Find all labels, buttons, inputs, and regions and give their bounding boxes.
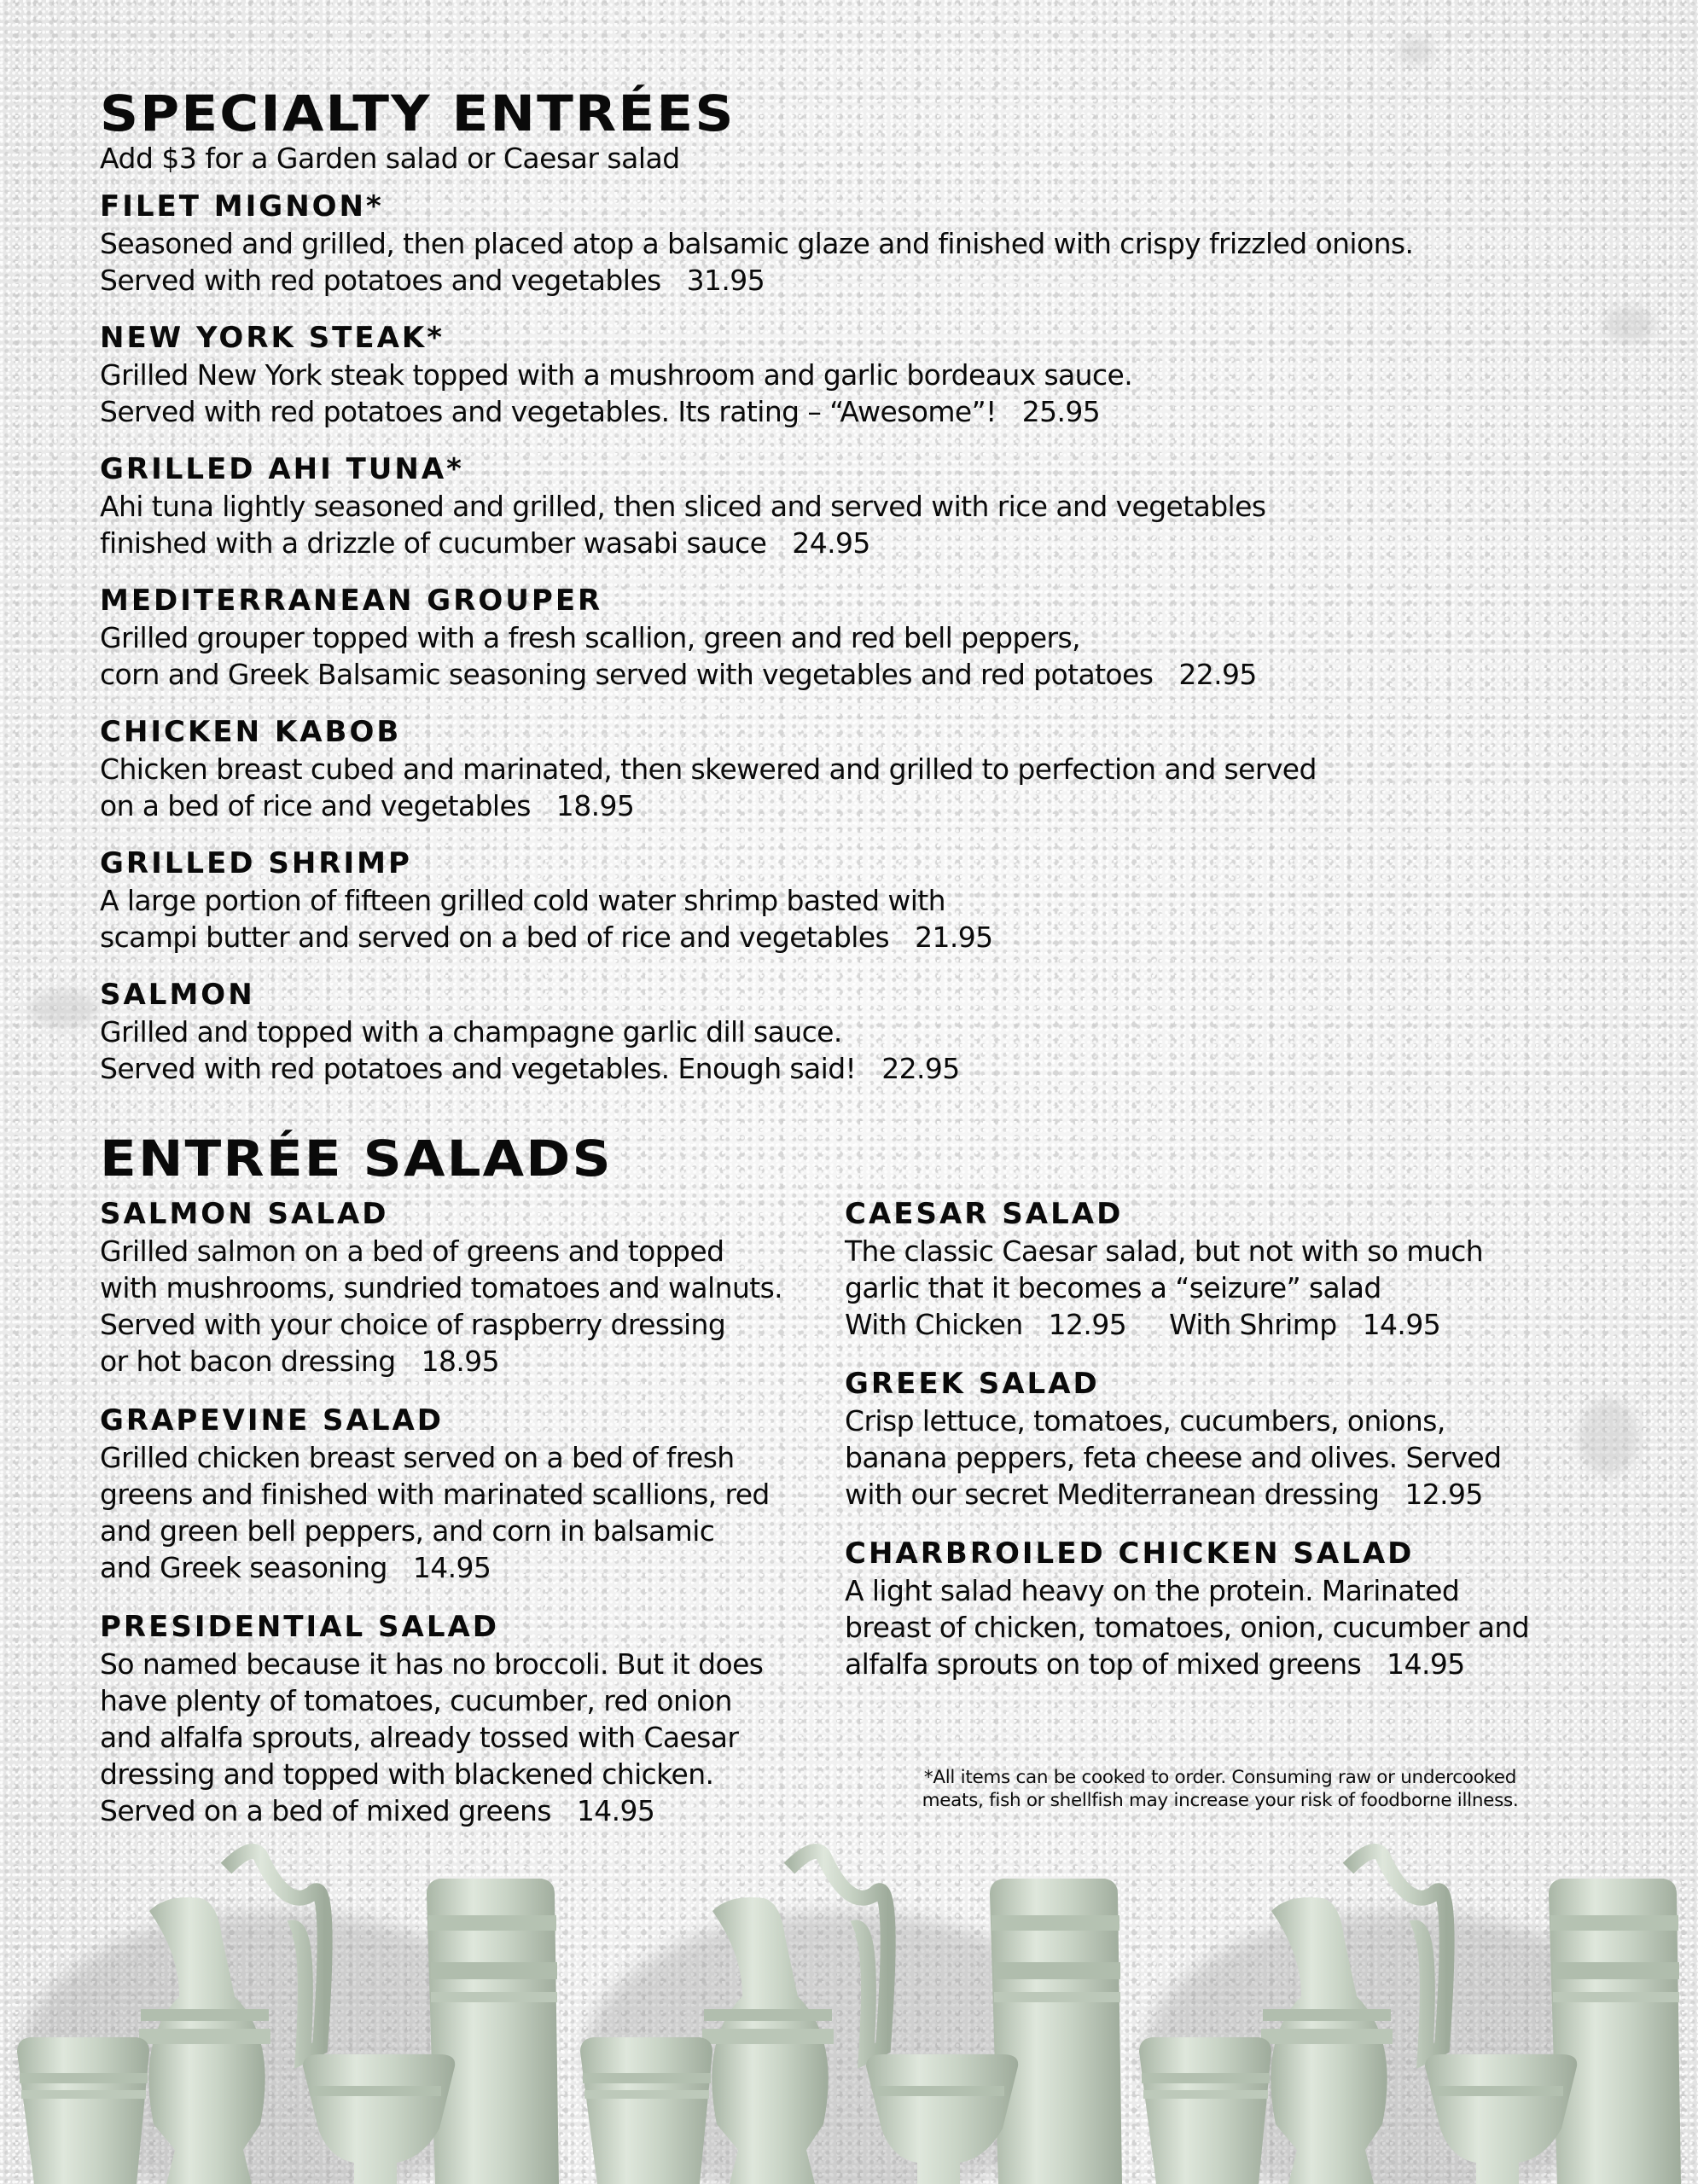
item-description-line: Crisp lettuce, tomatoes, cucumbers, onions, [845, 1404, 1445, 1438]
item-description-text: or hot bacon dressing [100, 1345, 396, 1378]
salads-right-column [845, 1195, 1596, 1851]
item-description-line: Chicken breast cubed and marinated, then skewered and grilled to perfection and served [100, 752, 1317, 786]
item-description-line: Grilled grouper topped with a fresh scallion, green and red bell peppers, [100, 621, 1081, 654]
item-name: GRILLED AHI TUNA* [100, 452, 464, 486]
menu-item-chicken-kabob [100, 713, 1619, 824]
item-description-line: and green bell peppers, and corn in balsamic [100, 1514, 715, 1548]
item-name: GRAPEVINE SALAD [100, 1403, 445, 1438]
item-description-line: breast of chicken, tomatoes, onion, cucumber and [845, 1611, 1530, 1644]
section-title-entree-salads: ENTRÉE SALADS [100, 1130, 613, 1188]
item-description-line [100, 787, 1619, 824]
item-description-line: with mushrooms, sundried tomatoes and walnuts. [100, 1271, 783, 1304]
price-option-chicken [845, 1308, 1126, 1341]
item-price: 22.95 [1178, 658, 1257, 691]
item-description-text: with our secret Mediterranean dressing [845, 1478, 1380, 1511]
item-name: SALMON [100, 978, 255, 1012]
item-description-line [100, 656, 1619, 693]
item-description-line: Served with your choice of raspberry dressing [100, 1308, 726, 1341]
item-description-line [100, 1343, 845, 1380]
menu-item-new-york-steak [100, 319, 1619, 430]
item-price: 18.95 [421, 1345, 500, 1378]
item-description-line [100, 1549, 845, 1586]
item-description-text: Served with red potatoes and vegetables. Its rating – “Awesome”! [100, 395, 997, 428]
item-description-text: corn and Greek Balsamic seasoning served with vegetables and red potatoes [100, 658, 1154, 691]
item-description-line: greens and finished with marinated scallions, red [100, 1478, 770, 1511]
item-name: CAESAR SALAD [845, 1197, 1124, 1231]
item-price: 14.95 [1387, 1647, 1465, 1681]
item-description-text: finished with a drizzle of cucumber wasabi sauce [100, 526, 767, 560]
item-description-line: banana peppers, feta cheese and olives. Served [845, 1441, 1502, 1474]
item-price-options [845, 1306, 1596, 1343]
pottery-decoration-band [0, 1834, 1698, 2184]
item-description-text: on a bed of rice and vegetables [100, 789, 531, 822]
item-description-line: The classic Caesar salad, but not with so much [845, 1234, 1484, 1268]
menu-item-greek-salad [845, 1365, 1596, 1513]
menu-item-salmon-salad [100, 1195, 845, 1380]
item-name: MEDITERRANEAN GROUPER [100, 584, 603, 618]
item-description-line: Grilled New York steak topped with a mushroom and garlic bordeaux sauce. [100, 358, 1133, 392]
item-name: SALMON SALAD [100, 1197, 389, 1231]
item-description-line: A large portion of fifteen grilled cold water shrimp basted with [100, 884, 945, 917]
item-name: FILET MIGNON* [100, 189, 384, 224]
item-description-text: Served with red potatoes and vegetables. Enough said! [100, 1052, 857, 1085]
item-description-line: and alfalfa sprouts, already tossed with Caesar [100, 1721, 739, 1754]
item-description-line: garlic that it becomes a “seizure” salad [845, 1271, 1381, 1304]
item-description-line [845, 1476, 1596, 1513]
item-name: CHARBROILED CHICKEN SALAD [845, 1536, 1415, 1571]
item-description-line: A light salad heavy on the protein. Marinated [845, 1574, 1460, 1607]
menu-item-grapevine-salad [100, 1402, 845, 1586]
item-price: 25.95 [1021, 395, 1101, 428]
menu-item-charbroiled-chicken-salad [845, 1535, 1596, 1682]
item-name: GRILLED SHRIMP [100, 846, 412, 880]
item-price: 14.95 [412, 1551, 491, 1584]
menu-item-mediterranean-grouper [100, 582, 1619, 693]
item-description-line [100, 1050, 1619, 1087]
item-price: 31.95 [686, 264, 765, 297]
menu-item-caesar-salad [845, 1195, 1596, 1343]
item-description-text: Served on a bed of mixed greens [100, 1794, 551, 1827]
item-description-line [100, 1792, 845, 1829]
menu-item-salmon [100, 976, 1619, 1087]
section-title-specialty-entrees: SPECIALTY ENTRÉES [100, 84, 736, 142]
item-description-line [100, 919, 1619, 956]
item-description-line [100, 262, 1619, 299]
item-description-line: Ahi tuna lightly seasoned and grilled, then sliced and served with rice and vegetables [100, 490, 1266, 523]
item-description-line: have plenty of tomatoes, cucumber, red onion [100, 1684, 732, 1717]
item-description-line [100, 525, 1619, 561]
footnote-line: *All items can be cooked to order. Consuming raw or undercooked [923, 1767, 1517, 1788]
specialty-entrees-subtitle: Add $3 for a Garden salad or Caesar salad [100, 142, 680, 175]
item-description-line: Grilled chicken breast served on a bed of fresh [100, 1441, 735, 1474]
salads-left-column [100, 1195, 845, 1851]
item-description-text: and Greek seasoning [100, 1551, 387, 1584]
option-price: 12.95 [1048, 1308, 1127, 1341]
item-description-line: So named because it has no broccoli. But it does [100, 1647, 764, 1681]
item-description-line: Grilled and topped with a champagne garlic dill sauce. [100, 1015, 842, 1048]
item-description-line: dressing and topped with blackened chicken. [100, 1757, 714, 1791]
option-label: With Shrimp [1169, 1308, 1337, 1341]
item-description-text: alfalfa sprouts on top of mixed greens [845, 1647, 1362, 1681]
item-price: 24.95 [792, 526, 870, 560]
paper-texture-blotch [1399, 38, 1433, 64]
menu-item-grilled-ahi-tuna [100, 450, 1619, 561]
item-price: 12.95 [1404, 1478, 1483, 1511]
item-description-text: scampi butter and served on a bed of rice and vegetables [100, 921, 890, 954]
item-description-text: Served with red potatoes and vegetables [100, 264, 661, 297]
item-name: PRESIDENTIAL SALAD [100, 1610, 500, 1644]
footnote-line: meats, fish or shellfish may increase your risk of foodborne illness. [922, 1790, 1519, 1811]
paper-texture-blotch [30, 990, 98, 1028]
item-name: GREEK SALAD [845, 1367, 1100, 1401]
item-price: 18.95 [555, 789, 635, 822]
option-price: 14.95 [1362, 1308, 1441, 1341]
menu-item-filet-mignon [100, 188, 1619, 299]
item-description-line [100, 393, 1619, 430]
specialty-entrees-section [100, 85, 1619, 1107]
item-description-line: Grilled salmon on a bed of greens and topped [100, 1234, 724, 1268]
item-price: 14.95 [576, 1794, 655, 1827]
price-option-shrimp [1169, 1308, 1440, 1341]
food-safety-footnote [904, 1766, 1536, 1812]
item-price: 21.95 [915, 921, 993, 954]
option-label: With Chicken [845, 1308, 1023, 1341]
item-name: CHICKEN KABOB [100, 715, 402, 749]
salads-columns [100, 1195, 1619, 1851]
pottery-illustration [0, 1834, 1698, 2184]
item-name: NEW YORK STEAK* [100, 321, 445, 355]
item-description-line: Seasoned and grilled, then placed atop a balsamic glaze and finished with crispy frizzled onions. [100, 227, 1414, 260]
menu-item-grilled-shrimp [100, 845, 1619, 956]
item-price: 22.95 [881, 1052, 960, 1085]
menu-item-presidential-salad [100, 1608, 845, 1829]
item-description-line [845, 1646, 1596, 1682]
entree-salads-section [100, 1130, 1619, 1851]
